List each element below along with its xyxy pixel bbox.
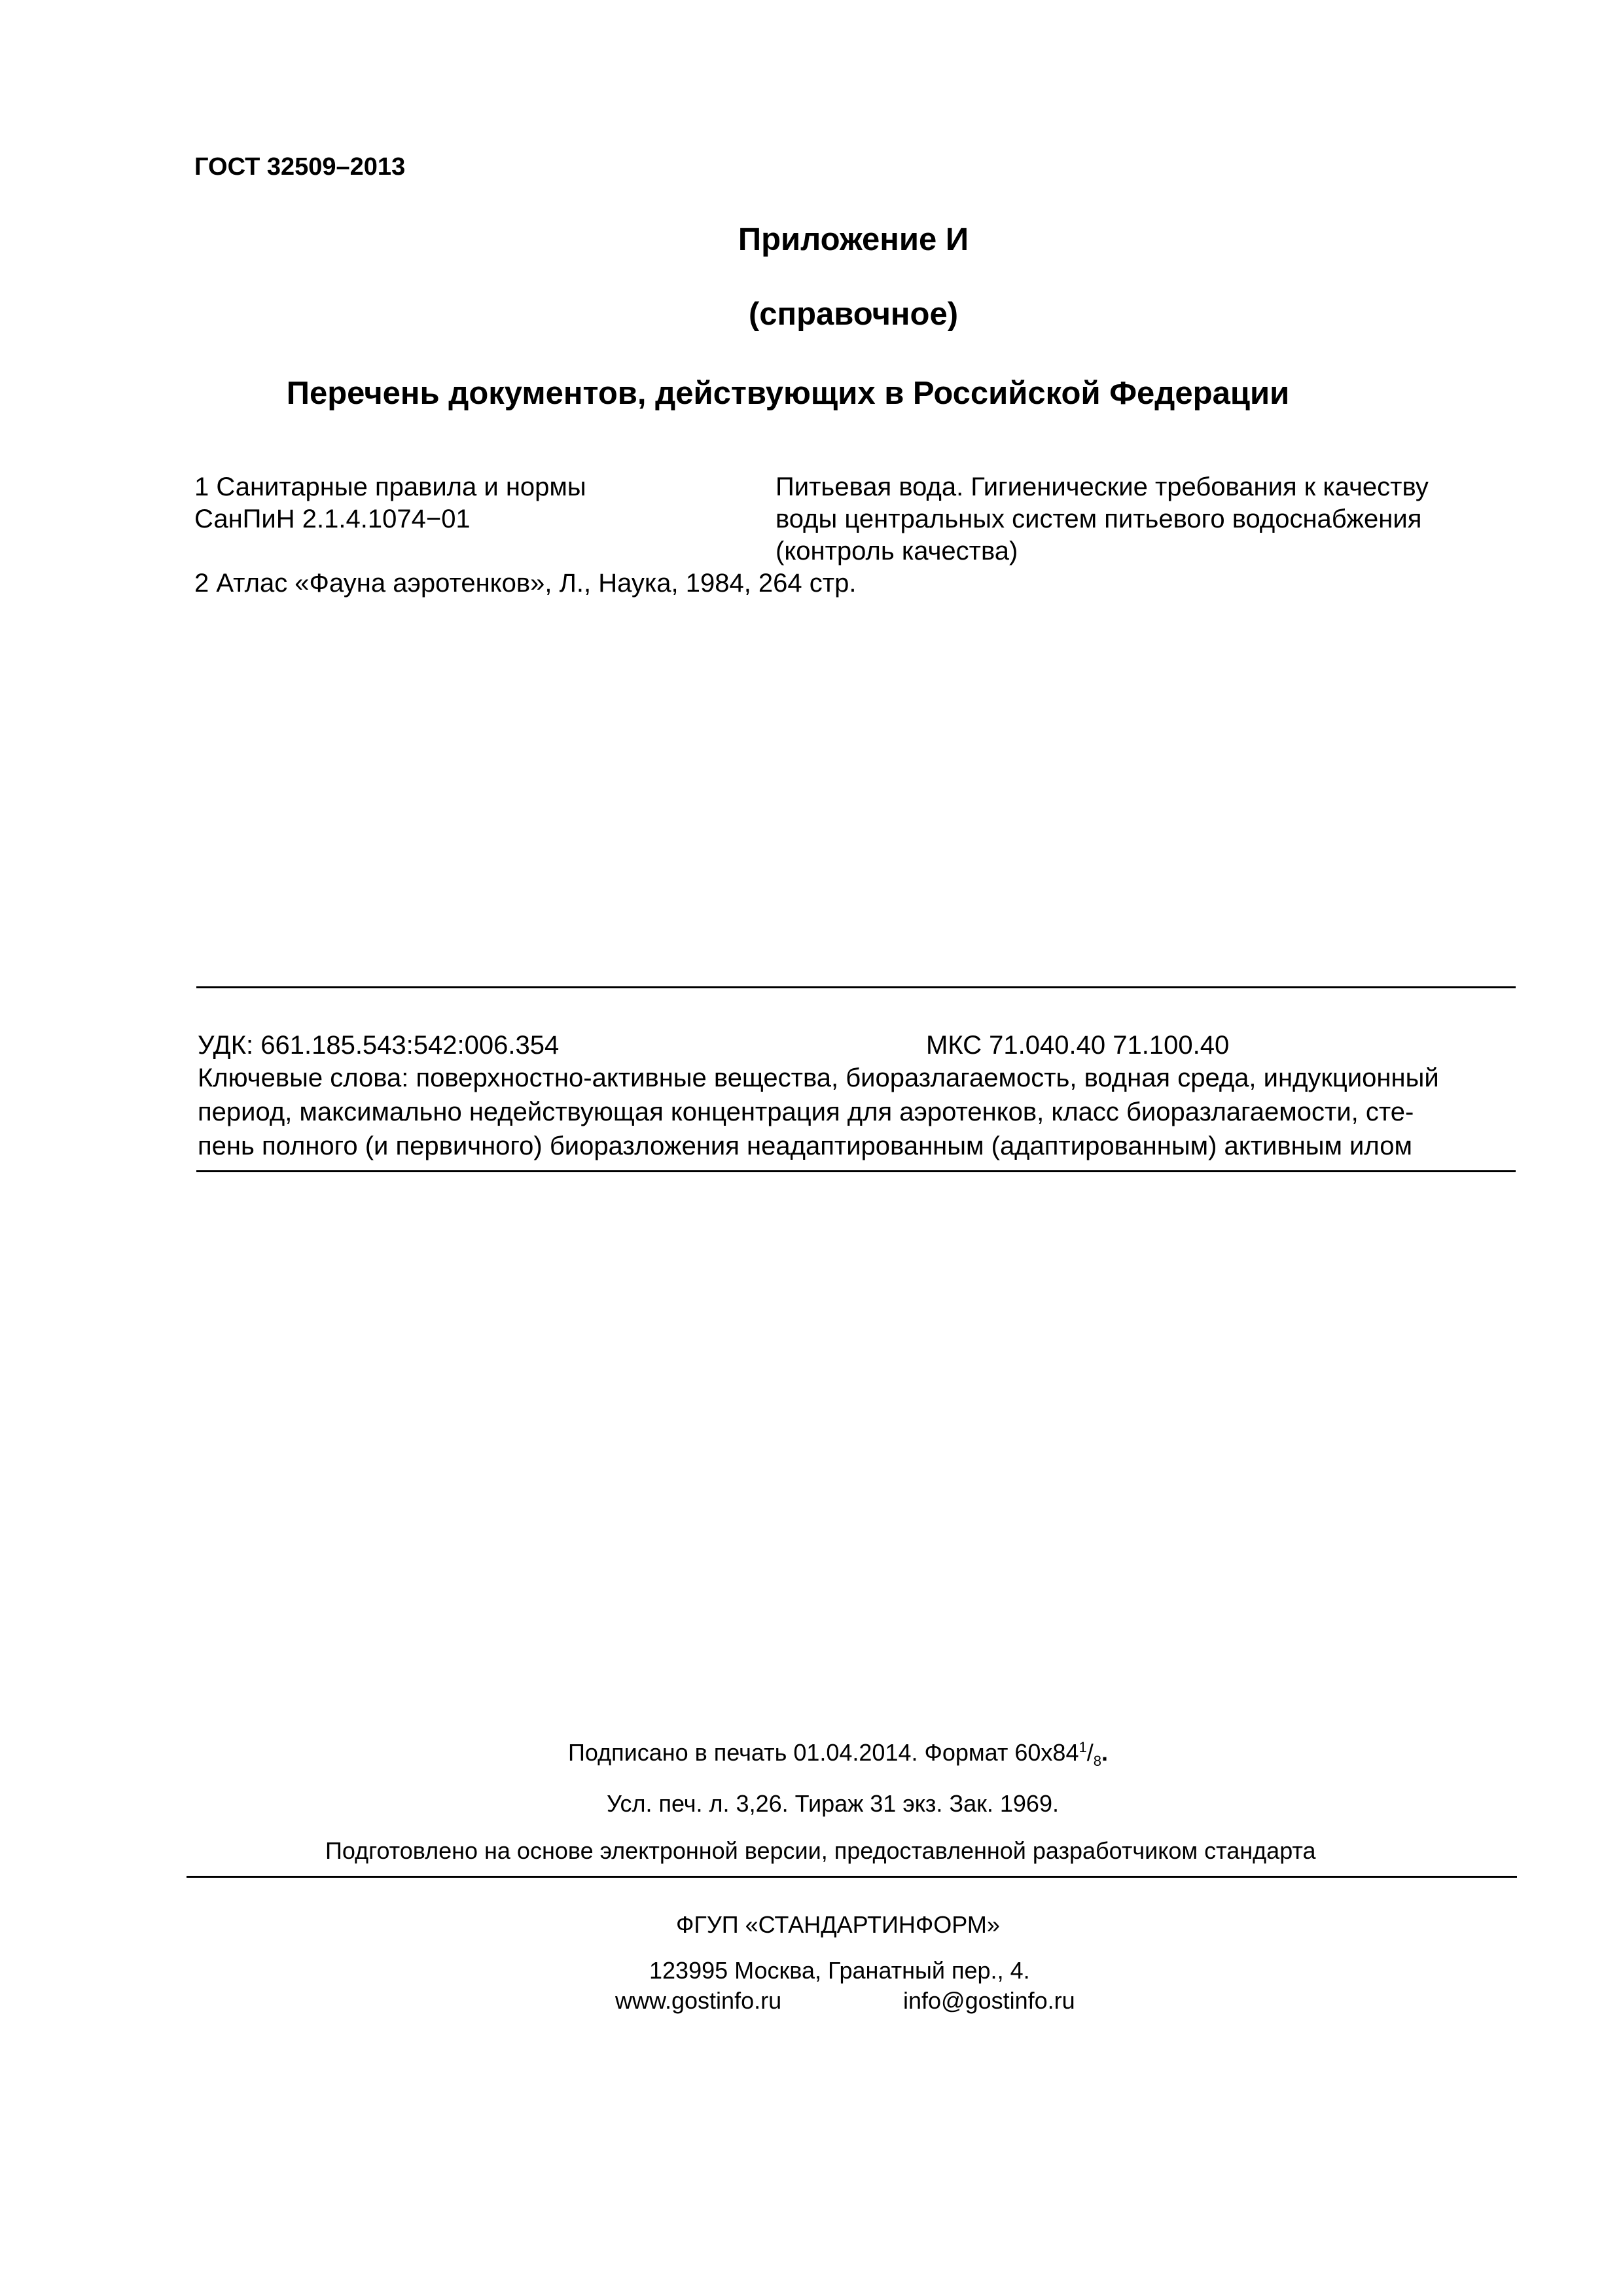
prepared-note: Подготовлено на основе электронной версии, предоставленной разработчиком стандарта [325,1837,1316,1864]
print-info: Усл. печ. л. 3,26. Тираж 31 экз. Зак. 1969. [607,1790,1059,1817]
format-fraction-numerator: 1 [1079,1739,1087,1755]
format-fraction-denominator: 8 [1093,1753,1101,1770]
reference-1-desc-line-2: воды центральных систем питьевого водоснабжения [776,505,1422,533]
signed-text: Подписано в печать 01.04.2014. Формат 60x84 [568,1739,1079,1766]
reference-2: 2 Атлас «Фауна аэротенков», Л., Наука, 1984, 264 стр. [194,569,857,598]
document-list-title: Перечень документов, действующих в Российской Федерации [286,376,1290,411]
keywords [198,1061,1439,1163]
signed-suffix: . [1101,1739,1108,1766]
keywords-line-1: Ключевые слова: поверхностно-активные вещества, биоразлагаемость, водная среда, индукционный [198,1064,1439,1092]
publisher-name: ФГУП «СТАНДАРТИНФОРМ» [676,1911,1000,1938]
reference-1-right [776,471,1429,567]
reference-1-desc-line-3: (контроль качества) [776,537,1018,565]
reference-1-desc-line-1: Питьевая вода. Гигиенические требования к качеству [776,473,1429,501]
annex-title: Приложение И [738,222,969,257]
reference-1-name: 1 Санитарные правила и нормы [194,473,586,501]
mks-code: МКС 71.040.40 71.100.40 [926,1031,1230,1060]
publisher-address: 123995 Москва, Гранатный пер., 4. [649,1957,1030,1984]
reference-1-left [194,471,586,535]
publisher-email: info@gostinfo.ru [903,1987,1075,2014]
keywords-line-3: пень полного (и первичного) биоразложения неадаптированным (адаптированным) активным илом [198,1132,1412,1160]
classification-bottom-rule [196,1170,1516,1172]
classification-top-rule [196,986,1516,988]
keywords-line-2: период, максимально недействующая концентрация для аэротенков, класс биоразлагаемости, сте- [198,1098,1414,1126]
reference-1-code: СанПиН 2.1.4.1074−01 [194,505,471,533]
imprint-rule [187,1876,1517,1878]
udk-code: УДК: 661.185.543:542:006.354 [198,1031,560,1060]
annex-type: (справочное) [748,296,959,332]
signed-for-print: Подписано в печать 01.04.2014. Формат $60x84^1/_8$. [568,1739,1108,1770]
standard-code: ГОСТ 32509–2013 [194,153,406,181]
publisher-website: www.gostinfo.ru [615,1987,782,2014]
